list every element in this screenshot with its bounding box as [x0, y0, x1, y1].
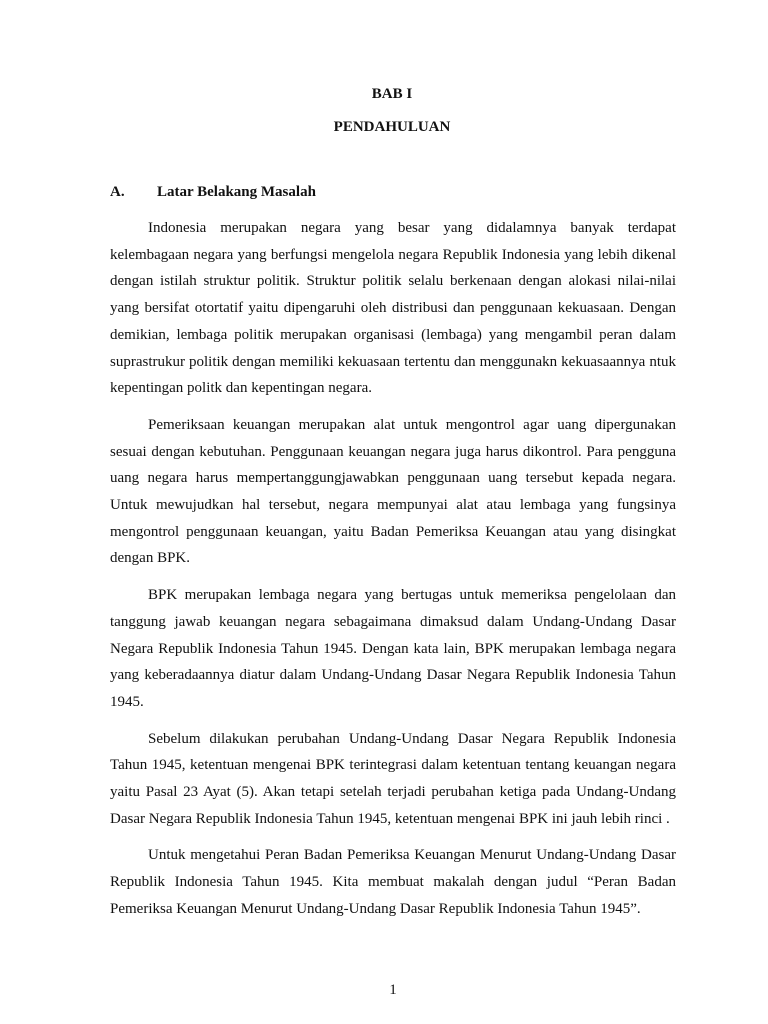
section-letter: A.: [110, 184, 125, 200]
paragraph-2: Pemeriksaan keuangan merupakan alat untuk mengontrol agar uang dipergunakan sesuai dengan kebutuhan. Penggunaan keuangan negara juga harus dikontrol. Para pengguna uang negara harus mempertanggungjawabkan penggunaan uang tersebut kepada negara. Untuk mewujudkan hal tersebut, negara mempunyai alat atau lembaga yang fungsinya mengontrol penggunaan keuangan, yaitu Badan Pemeriksa Keuangan atau yang disingkat dengan BPK.: [110, 416, 676, 567]
paragraph-5: Untuk mengetahui Peran Badan Pemeriksa Keuangan Menurut Undang-Undang Dasar Republik Indonesia Tahun 1945. Kita membuat makalah dengan judul “Peran Badan Pemeriksa Keuangan Menurut Undang-Undang Dasar Republik Indonesia Tahun 1945”.: [110, 847, 676, 917]
chapter-number: BAB I: [371, 86, 413, 102]
paragraph-4: Sebelum dilakukan perubahan Undang-Undang Dasar Negara Republik Indonesia Tahun 1945, ketentuan mengenai BPK terintegrasi dalam ketentuan tentang keuangan negara yaitu Pasal 23 Ayat (5). Akan tetapi setelah terjadi perubahan ketiga pada Undang-Undang Dasar Negara Republik Indonesia Tahun 1945, ketentuan mengenai BPK ini jauh lebih rinci .: [110, 730, 676, 827]
paragraph-1: Indonesia merupakan negara yang besar yang didalamnya banyak terdapat kelembagaan negara yang berfungsi mengelola negara Republik Indonesia yang lebih dikenal dengan istilah struktur politik. Struktur politik selalu berkenaan dengan alokasi nilai-nilai yang bersifat otortatif yaitu dipengaruhi oleh distribusi dan penggunaan kekuasaan. Dengan demikian, lembaga politik merupakan organisasi (lembaga) yang mengambil peran dalam suprastrukur politik dengan memiliki kekuasaan tertentu dan menggunakn kekuasaannya ntuk kepentingan politk dan kepentingan negara.: [110, 220, 676, 397]
page-number: 1: [389, 982, 397, 998]
paragraph-3: BPK merupakan lembaga negara yang bertugas untuk memeriksa pengelolaan dan tanggung jawab keuangan negara sebagaimana dimaksud dalam Undang-Undang Dasar Negara Republik Indonesia Tahun 1945. Dengan kata lain, BPK merupakan lembaga negara yang keberadaannya diatur dalam Undang-Undang Dasar Negara Republik Indonesia Tahun 1945.: [110, 587, 676, 710]
section-heading: [110, 184, 316, 201]
chapter-title: PENDAHULUAN: [333, 119, 451, 135]
body-text: [110, 215, 676, 933]
section-title: Latar Belakang Masalah: [157, 184, 316, 200]
